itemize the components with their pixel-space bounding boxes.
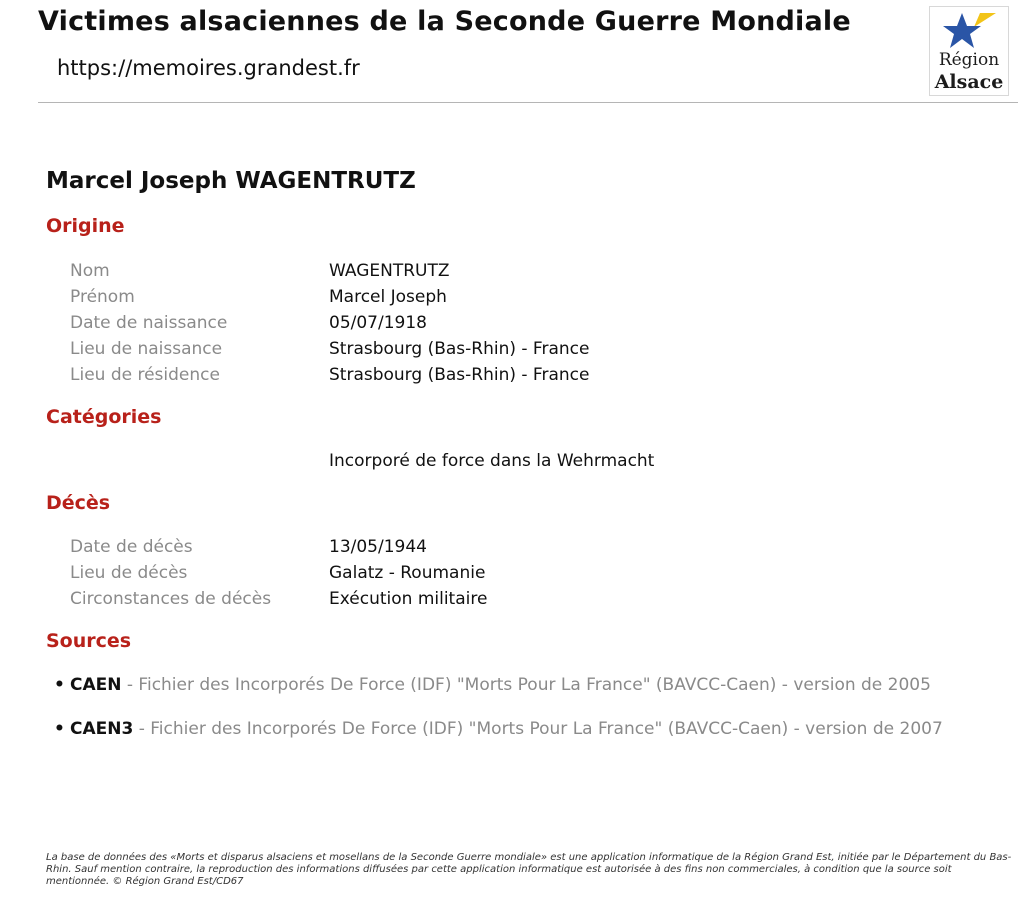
category-value: Incorporé de force dans la Wehrmacht	[329, 451, 655, 471]
section-title-origine: Origine	[46, 215, 125, 237]
field-value-nom: WAGENTRUTZ	[329, 261, 450, 281]
field-label-lieu-naissance: Lieu de naissance	[70, 339, 223, 359]
logo-text-alsace: Alsace	[934, 71, 1004, 93]
page-header	[0, 0, 1024, 104]
section-title-deces: Décès	[46, 492, 111, 514]
source-item-caen3	[54, 719, 1000, 740]
field-value-lieu-residence: Strasbourg (Bas-Rhin) - France	[329, 365, 590, 385]
footer-legal-note: La base de données des «Morts et disparus alsaciens et mosellans de la Seconde Guerre mondiale» est une application informatique de la Région Grand Est, initiée par le Département du Bas-Rhin. Sauf mention contraire, la reproduction des informations diffusées par cette application informatique est autorisée à des fins non commerciales, à condition que la source soit mentionnée. © Région Grand Est/CD67	[46, 852, 1012, 887]
field-value-prenom: Marcel Joseph	[329, 287, 447, 307]
source-code: CAEN	[70, 675, 122, 695]
field-value-lieu-deces: Galatz - Roumanie	[329, 563, 486, 583]
source-item-caen	[54, 675, 1000, 696]
field-label-circonstances: Circonstances de décès	[70, 589, 272, 609]
field-value-circonstances: Exécution militaire	[329, 589, 488, 609]
field-label-lieu-residence: Lieu de résidence	[70, 365, 220, 385]
field-label-nom: Nom	[70, 261, 110, 281]
site-url[interactable]: https://memoires.grandest.fr	[57, 56, 360, 80]
bullet-icon: •	[54, 719, 65, 739]
section-title-sources: Sources	[46, 630, 132, 652]
field-label-date-deces: Date de décès	[70, 537, 193, 557]
header-divider	[38, 102, 1018, 103]
source-code: CAEN3	[70, 719, 134, 739]
field-value-date-deces: 13/05/1944	[329, 537, 427, 557]
site-title: Victimes alsaciennes de la Seconde Guerre Mondiale	[38, 6, 851, 37]
star-icon	[936, 9, 1002, 53]
field-value-date-naissance: 05/07/1918	[329, 313, 427, 333]
field-label-lieu-deces: Lieu de décès	[70, 563, 188, 583]
source-description: - Fichier des Incorporés De Force (IDF) "Morts Pour La France" (BAVCC-Caen) - version de 2007	[133, 719, 943, 739]
section-title-categories: Catégories	[46, 406, 162, 428]
field-value-lieu-naissance: Strasbourg (Bas-Rhin) - France	[329, 339, 590, 359]
region-alsace-logo	[929, 6, 1009, 96]
logo-text-region: Région	[938, 50, 1000, 70]
field-label-date-naissance: Date de naissance	[70, 313, 228, 333]
bullet-icon: •	[54, 675, 65, 695]
person-name: Marcel Joseph WAGENTRUTZ	[46, 168, 416, 194]
field-label-prenom: Prénom	[70, 287, 135, 307]
source-description: - Fichier des Incorporés De Force (IDF) "Morts Pour La France" (BAVCC-Caen) - version de 2005	[121, 675, 931, 695]
